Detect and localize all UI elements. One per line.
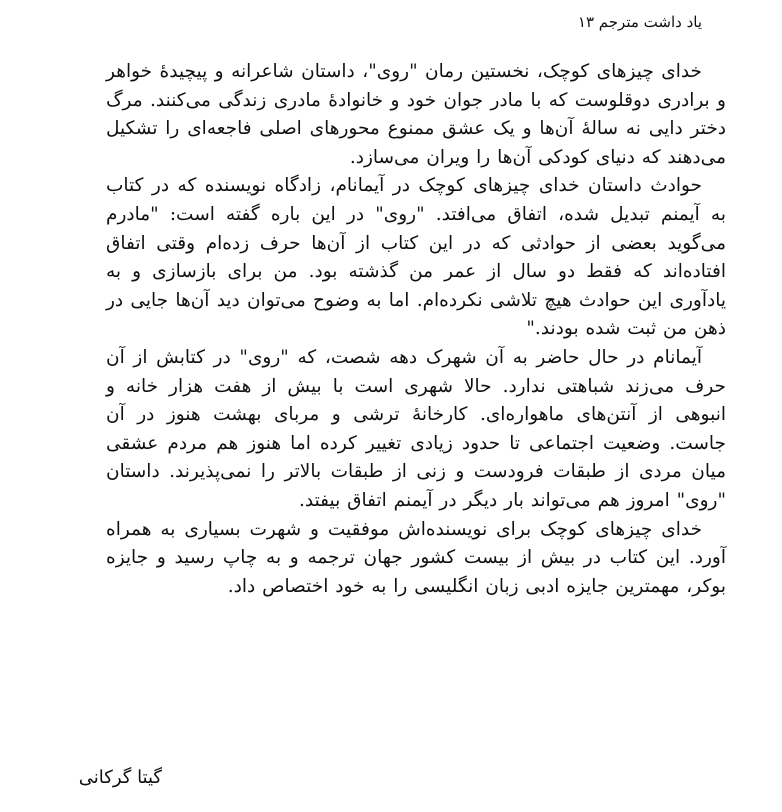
paragraph-setting: حوادث داستان خدای چیزهای کوچک در آیمانام، زادگاه نویسنده که در کتاب به آیمنم تبدیل شده، اتفاق می‌افتد. "روی" در این باره گفته است: "مادرم می‌گوید بعضی از حوادثی که در این کتاب از آن‌ها حرف زده‌ام وقتی اتفاق افتاده‌اند که فقط دو سال از عمر من گذشته بود. من برای بازسازی و به یادآوری این حوادث هیچ تلاشی نکرده‌ام. اما به وضوح می‌توان دید آن‌ها جایی در ذهن من ثبت شده بودند.": [106, 175, 726, 340]
translator-signature: گیتا گرکانی: [78, 767, 162, 788]
paragraph-intro: خدای چیزهای کوچک، نخستین رمان "روی"، داستان شاعرانه و پیچیدهٔ خواهر و برادری دوقلوست که با مادر جوان خود و خانوادهٔ مادری زندگی می‌کنند. مرگ دختر دایی نه سالهٔ آن‌ها و یک عشق ممنوع محورهای اصلی فاجعه‌ای را تشکیل می‌دهند که دنیای کودکی آن‌ها را ویران می‌سازد.: [106, 61, 726, 168]
translator-note-body: [106, 58, 726, 601]
paragraph-aymanam-today: آیمانام در حال حاضر به آن شهرک دهه شصت، که "روی" در کتابش از آن حرف می‌زند شباهتی ندارد. حالا شهری است با بیش از هفت هزار خانه و انبوهی از آنتن‌های ماهواره‌ای. کارخانهٔ ترشی و مربای بهشت هنوز در آن جاست. وضعیت اجتماعی تا حدود زیادی تغییر کرده اما هنوز هم مردم عشقی میان مردی از طبقات فرودست و زنی از طبقات بالاتر را نمی‌پذیرند. داستان "روی" امروز هم می‌تواند بار دیگر در آیمنم اتفاق بیفتد.: [106, 346, 726, 511]
page-header: [82, 0, 782, 40]
running-header-title: یاد داشت مترجم ۱۳: [577, 13, 702, 31]
paragraph-success: خدای چیزهای کوچک برای نویسنده‌اش موفقیت و شهرت بسیاری به همراه آورد. این کتاب در بیش از بیست کشور جهان ترجمه و به چاپ رسید و جایزه بوکر، مهمترین جایزه ادبی زبان انگلیسی را به خود اختصاص داد.: [106, 518, 726, 597]
